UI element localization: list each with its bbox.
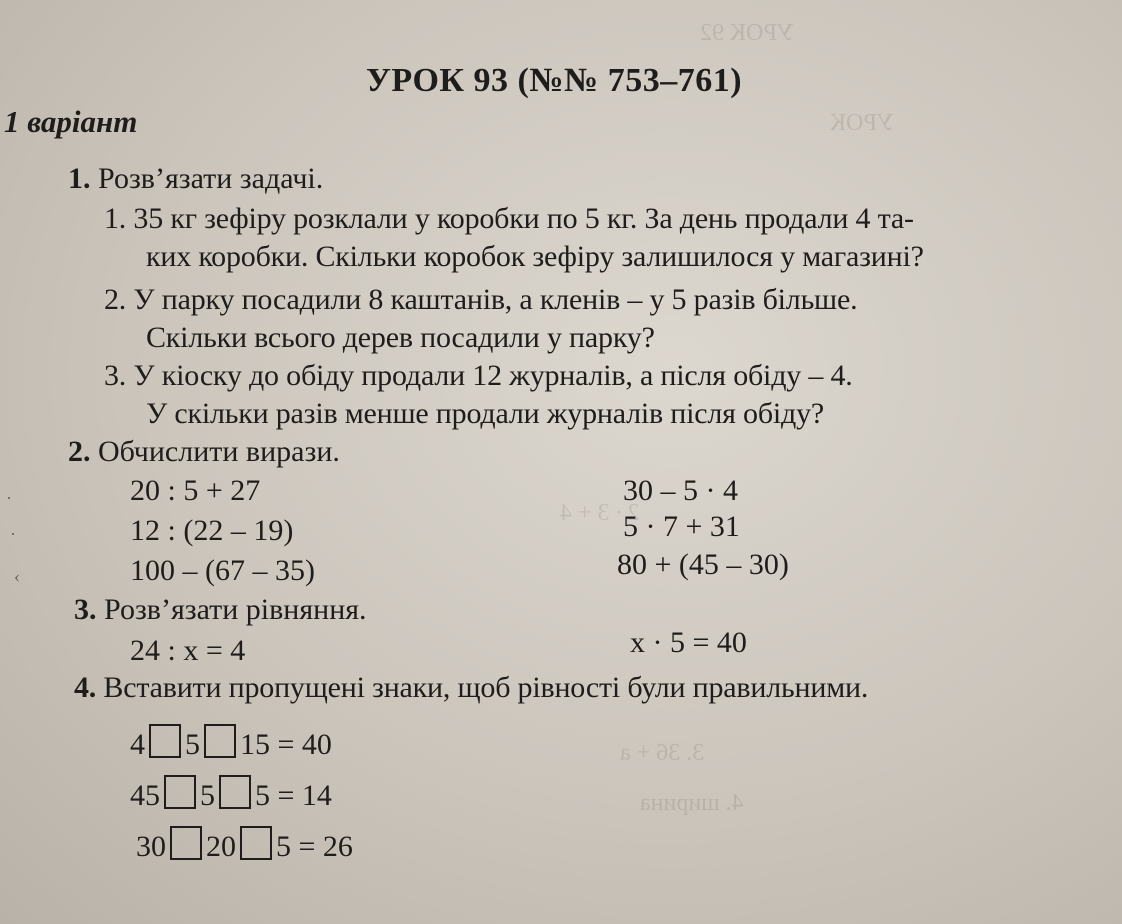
problem-3-number: 3. xyxy=(104,359,127,392)
missing-signs-row-1 xyxy=(130,724,332,760)
bleed-through-text: 4. ширина xyxy=(640,790,744,816)
task1-header xyxy=(68,164,323,194)
bleed-through-text: 3. 36 + a xyxy=(620,740,705,766)
equation-left: 24 : x = 4 xyxy=(130,634,246,667)
operand-b: 5 xyxy=(200,779,215,812)
operand-c: 15 = 40 xyxy=(240,728,332,761)
task2-header xyxy=(68,437,340,467)
blank-sign-box[interactable] xyxy=(204,724,236,758)
problem-3-line1 xyxy=(104,361,853,391)
equation-right: x · 5 = 40 xyxy=(630,626,747,659)
expression-left-1: 20 : 5 + 27 xyxy=(130,474,261,507)
pencil-mark: · xyxy=(10,524,16,544)
missing-signs-row-2 xyxy=(130,775,332,811)
task3-header xyxy=(74,595,367,625)
expression-right-3: 80 + (45 – 30) xyxy=(617,548,789,581)
blank-sign-box[interactable] xyxy=(149,724,181,758)
bleed-through-text: УРОК 92 xyxy=(700,20,794,46)
operand-a: 30 xyxy=(136,830,166,863)
problem-1-text-line2: ких коробки. Скільки коробок зефіру залишилося у магазині? xyxy=(146,240,924,273)
problem-1-text-line1: 35 кг зефіру розклали у коробки по 5 кг. За день продали 4 та- xyxy=(133,202,914,235)
operand-a: 45 xyxy=(130,779,160,812)
task4-number: 4. xyxy=(74,671,97,704)
bleed-through-text: 2 ∙ 3 + 4 xyxy=(560,500,640,526)
operand-b: 5 xyxy=(185,728,200,761)
problem-3-line2 xyxy=(146,399,824,429)
problem-1-number: 1. xyxy=(104,202,127,235)
problem-2-number: 2. xyxy=(104,283,127,316)
expression-left-3: 100 – (67 – 35) xyxy=(130,554,315,587)
expression-left-2: 12 : (22 – 19) xyxy=(130,514,294,547)
task1-heading: Розв’язати задачі. xyxy=(98,162,324,195)
operand-c: 5 = 14 xyxy=(255,779,332,812)
problem-3-text-line2: У скільки разів менше продали журналів після обіду? xyxy=(146,397,825,430)
problem-2-line2 xyxy=(146,323,655,353)
problem-3-text-line1: У кіоску до обіду продали 12 журналів, а після обіду – 4. xyxy=(133,359,853,392)
pencil-mark: · xyxy=(6,488,12,508)
problem-2-text-line2: Скільки всього дерев посадили у парку? xyxy=(146,321,655,354)
task2-number: 2. xyxy=(68,435,91,468)
pencil-mark: ‹ xyxy=(14,566,20,586)
expression-right-1: 30 – 5 · 4 xyxy=(623,474,738,507)
bleed-through-text: УРОК xyxy=(830,110,894,136)
operand-b: 20 xyxy=(206,830,236,863)
blank-sign-box[interactable] xyxy=(240,826,272,860)
blank-sign-box[interactable] xyxy=(170,826,202,860)
page-title: УРОК 93 (№№ 753–761) xyxy=(365,62,743,99)
problem-1-line2 xyxy=(146,242,924,272)
blank-sign-box[interactable] xyxy=(219,775,251,809)
problem-1-line1 xyxy=(104,204,914,234)
task2-heading: Обчислити вирази. xyxy=(98,435,340,468)
variant-label: 1 варіант xyxy=(4,104,138,139)
operand-a: 4 xyxy=(130,728,145,761)
expression-right-2: 5 · 7 + 31 xyxy=(623,510,740,543)
problem-2-text-line1: У парку посадили 8 каштанів, а кленів – у 5 разів більше. xyxy=(133,283,858,316)
task1-number: 1. xyxy=(68,162,91,195)
problem-2-line1 xyxy=(104,285,857,315)
operand-c: 5 = 26 xyxy=(276,830,353,863)
task4-header xyxy=(74,673,868,703)
task3-number: 3. xyxy=(74,593,97,626)
task3-heading: Розв’язати рівняння. xyxy=(104,593,367,626)
missing-signs-row-3 xyxy=(136,826,353,862)
blank-sign-box[interactable] xyxy=(164,775,196,809)
task4-heading: Вставити пропущені знаки, щоб рівності були правильними. xyxy=(103,671,869,704)
